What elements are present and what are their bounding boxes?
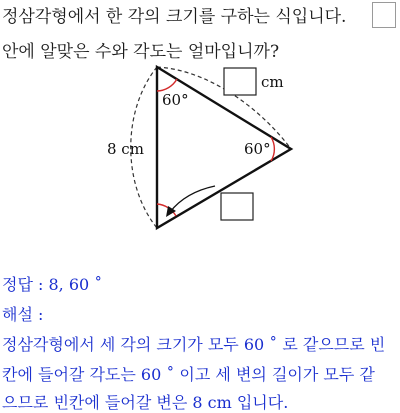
label-top-angle: 60° (162, 91, 189, 109)
explanation-line-1: 정삼각형에서 세 각의 크기가 모두 60 ˚ 로 같으므로 빈 (2, 335, 386, 354)
label-side-unit: cm (261, 73, 284, 91)
question-line-2: 안에 알맞은 수와 각도는 얼마입니까? (2, 42, 280, 62)
label-right-angle: 60° (244, 140, 271, 158)
question-line-1: 정삼각형에서 한 각의 크기를 구하는 식입니다. (2, 7, 347, 27)
explanation-line-3: 으므로 빈칸에 들어갈 변은 8 cm 입니다. (2, 393, 289, 412)
blank-box-angle (221, 193, 253, 220)
angle-arc-right (271, 137, 274, 161)
blank-box-side (224, 68, 256, 95)
angle-arc-top (157, 79, 177, 91)
explanation-label: 해설 : (2, 305, 44, 324)
label-side-left: 8 cm (107, 140, 144, 158)
explanation-line-2: 칸에 들어갈 각도는 60 ˚ 이고 세 변의 길이가 모두 같 (2, 365, 375, 384)
answer-line: 정답 : 8, 60 ˚ (2, 275, 103, 294)
